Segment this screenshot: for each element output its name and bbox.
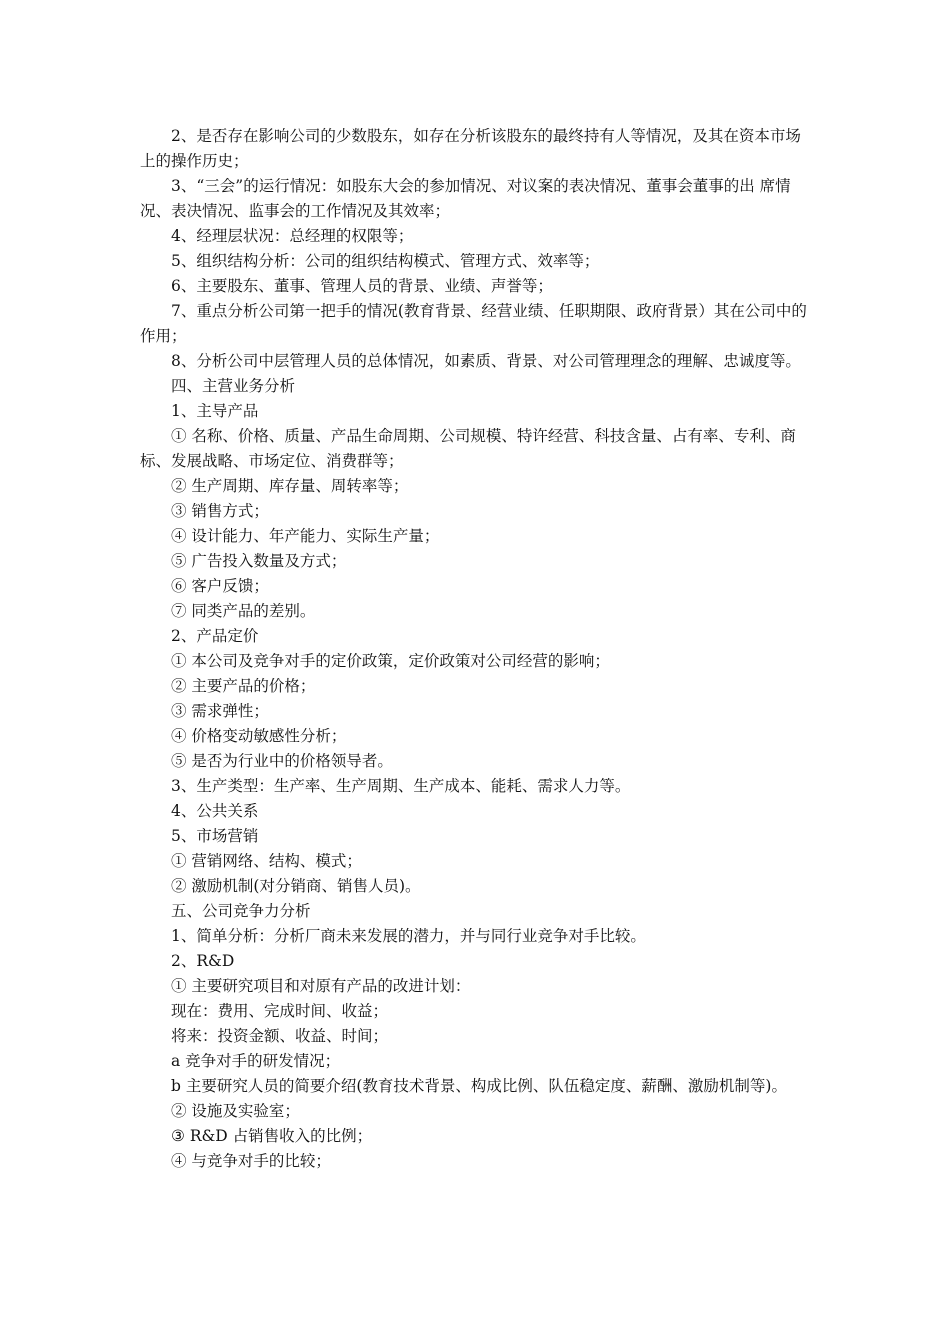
list-item: ② 设施及实验室； bbox=[171, 1102, 300, 1120]
list-item: ④ 与竞争对手的比较； bbox=[171, 1152, 331, 1170]
list-item: ③ R&D 占销售收入的比例； bbox=[171, 1127, 373, 1145]
paragraph: 3、“三会”的运行情况：如股东大会的参加情况、对议案的表决情况、董事会董事的出 席情况、表决情况、监事会的工作情况及其效率； bbox=[140, 177, 791, 220]
paragraph: 8、分析公司中层管理人员的总体情况，如素质、背景、对公司管理理念的理解、忠诚度等。 bbox=[171, 352, 801, 370]
paragraph: 7、重点分析公司第一把手的情况(教育背景、经营业绩、任职期限、政府背景）其在公司中的作用； bbox=[140, 302, 807, 345]
sub-heading: 1、主导产品 bbox=[171, 402, 259, 420]
list-item: ⑥ 客户反馈； bbox=[171, 577, 269, 595]
list-item: ② 生产周期、库存量、周转率等； bbox=[171, 477, 409, 495]
paragraph: 2、是否存在影响公司的少数股东，如存在分析该股东的最终持有人等情况，及其在资本市场上的操作历史； bbox=[140, 127, 801, 170]
paragraph: 5、组织结构分析：公司的组织结构模式、管理方式、效率等； bbox=[171, 252, 600, 270]
list-item: 现在：费用、完成时间、收益； bbox=[171, 1002, 389, 1020]
list-item: ⑤ 广告投入数量及方式； bbox=[171, 552, 347, 570]
list-item: ④ 价格变动敏感性分析； bbox=[171, 727, 347, 745]
list-item: ⑦ 同类产品的差别。 bbox=[171, 602, 316, 620]
sub-heading: 2、R&D bbox=[171, 952, 235, 970]
sub-heading: 4、公共关系 bbox=[171, 802, 259, 820]
sub-heading: 5、市场营销 bbox=[171, 827, 259, 845]
list-item: 将来：投资金额、收益、时间； bbox=[171, 1027, 389, 1045]
paragraph: 4、经理层状况：总经理的权限等； bbox=[171, 227, 414, 245]
list-item: ① 营销网络、结构、模式； bbox=[171, 852, 362, 870]
list-item: b 主要研究人员的简要介绍(教育技术背景、构成比例、队伍稳定度、薪酬、激励机制等)。 bbox=[171, 1077, 787, 1095]
sub-heading: 2、产品定价 bbox=[171, 627, 259, 645]
paragraph: 6、主要股东、董事、管理人员的背景、业绩、声誉等； bbox=[171, 277, 553, 295]
list-item: a 竞争对手的研发情况； bbox=[171, 1052, 341, 1070]
list-item: ⑤ 是否为行业中的价格领导者。 bbox=[171, 752, 393, 770]
sub-heading: 3、生产类型：生产率、生产周期、生产成本、能耗、需求人力等。 bbox=[171, 777, 631, 795]
list-item: ③ 销售方式； bbox=[171, 502, 269, 520]
list-item: ① 主要研究项目和对原有产品的改进计划： bbox=[171, 977, 471, 995]
list-item: ③ 需求弹性； bbox=[171, 702, 269, 720]
section-heading: 四、主营业务分析 bbox=[171, 377, 296, 395]
list-item: ① 本公司及竞争对手的定价政策，定价政策对公司经营的影响； bbox=[171, 652, 610, 670]
sub-heading: 1、简单分析：分析厂商未来发展的潜力，并与同行业竞争对手比较。 bbox=[171, 927, 646, 945]
list-item: ② 激励机制(对分销商、销售人员)。 bbox=[171, 877, 421, 895]
section-heading: 五、公司竞争力分析 bbox=[171, 902, 311, 920]
list-item: ① 名称、价格、质量、产品生命周期、公司规模、特许经营、科技含量、占有率、专利、商标、发展战略、市场定位、消费群等； bbox=[140, 427, 796, 470]
list-item: ② 主要产品的价格； bbox=[171, 677, 316, 695]
list-item: ④ 设计能力、年产能力、实际生产量； bbox=[171, 527, 440, 545]
